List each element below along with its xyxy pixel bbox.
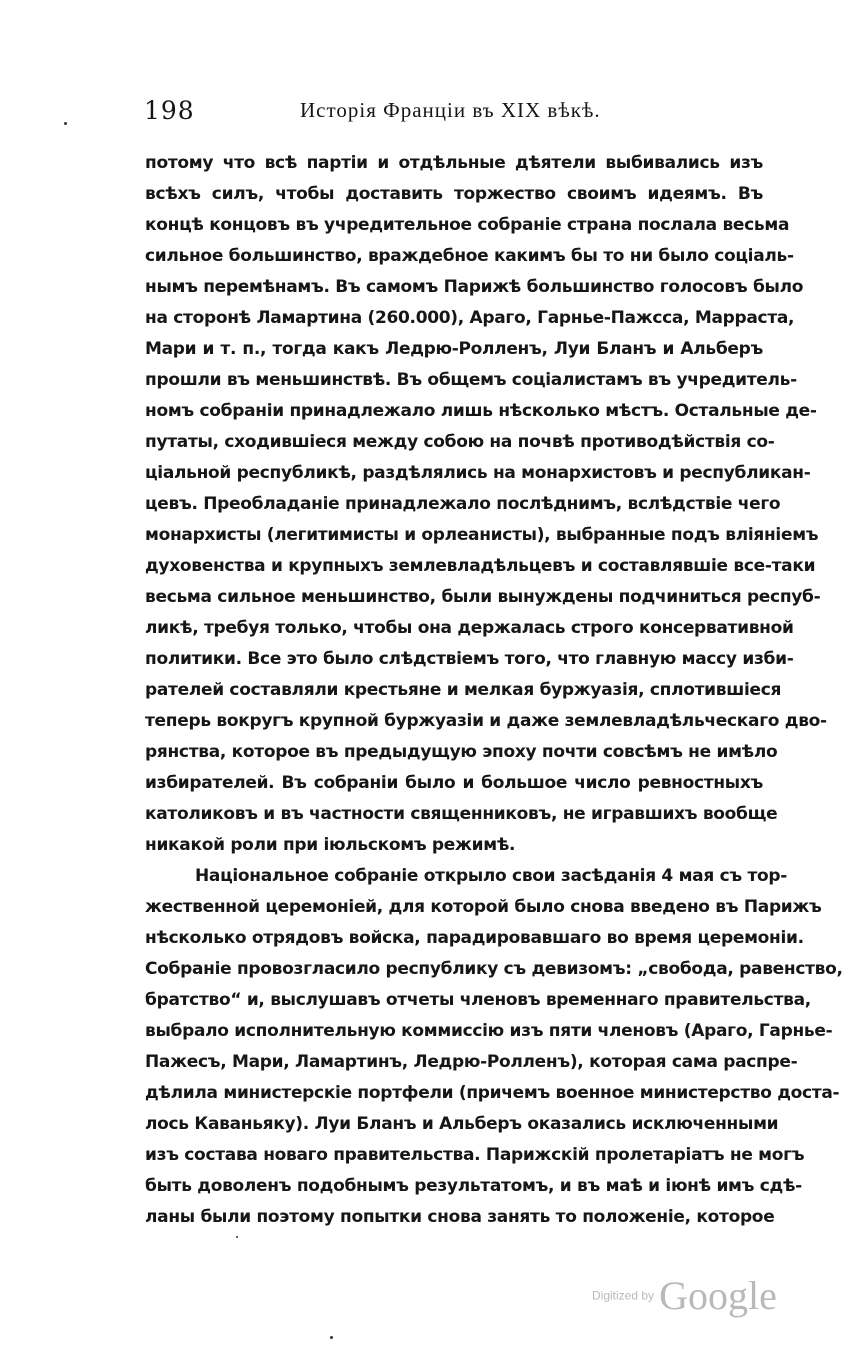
text-line: политики. Все это было слѣдствіемъ того, что главную массу изби- xyxy=(145,649,794,669)
text-line: духовенства и крупныхъ землевладѣльцевъ и составлявшіе все-таки xyxy=(145,556,816,576)
text-line: Пажесъ, Мари, Ламартинъ, Ледрю-Ролленъ), которая сама распре- xyxy=(145,1052,798,1072)
text-line: прошли въ меньшинствѣ. Въ общемъ соціалистамъ въ учредитель- xyxy=(145,370,797,390)
text-line: теперь вокругъ крупной буржуазіи и даже землевладѣльческаго дво- xyxy=(145,711,827,731)
text-line: на сторонѣ Ламартина (260.000), Араго, Гарнье-Пажсса, Марраста, xyxy=(145,308,795,328)
scan-speck xyxy=(64,122,67,125)
page-number: 198 xyxy=(144,96,195,125)
text-line: сильное большинство, враждебное какимъ бы то ни было соціаль- xyxy=(145,246,794,266)
watermark-caption: Digitized by xyxy=(592,1288,655,1303)
text-line: Мари и т. п., тогда какъ Ледрю-Ролленъ, Луи Бланъ и Альберъ xyxy=(145,339,763,359)
text-line: ликѣ, требуя только, чтобы она держалась строго консервативной xyxy=(145,618,794,638)
text-line: потому что всѣ партіи и отдѣльные дѣятели выбивались изъ xyxy=(145,153,763,173)
scan-speck xyxy=(236,1236,238,1238)
digitized-by-google-watermark xyxy=(592,1272,777,1319)
text-line: всѣхъ силъ, чтобы доставить торжество своимъ идеямъ. Въ xyxy=(145,184,763,204)
text-line: нымъ перемѣнамъ. Въ самомъ Парижѣ большинство голосовъ было xyxy=(145,277,804,297)
text-line: весьма сильное меньшинство, были вынуждены подчиниться респуб- xyxy=(145,587,821,607)
text-line: рателей составляли крестьяне и мелкая буржуазія, сплотившіеся xyxy=(145,680,782,700)
text-line: братство“ и, выслушавъ отчеты членовъ временнаго правительства, xyxy=(145,990,811,1010)
text-line: путаты, сходившіеся между собою на почвѣ противодѣйствія со- xyxy=(145,432,775,452)
running-head: Исторія Франціи въ XIX вѣкѣ. xyxy=(300,98,601,122)
text-line: номъ собраніи принадлежало лишь нѣсколько мѣстъ. Остальные де- xyxy=(145,401,817,421)
text-line: дѣлила министерскіе портфели (причемъ военное министерство доста- xyxy=(145,1083,840,1103)
text-line: католиковъ и въ частности священниковъ, не игравшихъ вообще xyxy=(145,804,778,824)
text-line: рянства, которое въ предыдущую эпоху почти совсѣмъ не имѣло xyxy=(145,742,778,762)
text-line: быть доволенъ подобнымъ результатомъ, и въ маѣ и іюнѣ имъ сдѣ- xyxy=(145,1176,802,1196)
body-text xyxy=(145,148,843,1233)
text-line: изъ состава новаго правительства. Парижскій пролетаріатъ не могъ xyxy=(145,1145,805,1165)
text-line: ціальной республикѣ, раздѣлялись на монархистовъ и республикан- xyxy=(145,463,811,483)
paragraph xyxy=(145,861,843,1233)
text-line: Собраніе провозгласило республику съ девизомъ: „свобода, равенство, xyxy=(145,959,843,979)
google-logo: Google xyxy=(659,1273,777,1318)
text-line: лось Каваньяку). Луи Бланъ и Альберъ оказались исключенными xyxy=(145,1114,779,1134)
text-line: никакой роли при іюльскомъ режимѣ. xyxy=(145,835,516,855)
text-line: Національное собраніе открыло свои засѣданія 4 мая съ тор- xyxy=(195,866,788,886)
text-line: ланы были поэтому попытки снова занять то положеніе, которое xyxy=(145,1207,775,1227)
paragraph xyxy=(145,148,827,861)
text-line: монархисты (легитимисты и орлеанисты), выбранные подъ вліяніемъ xyxy=(145,525,819,545)
text-line: жественной церемоніей, для которой было снова введено въ Парижъ xyxy=(145,897,822,917)
text-line: нѣсколько отрядовъ войска, парадировавшаго во время церемоніи. xyxy=(145,928,804,948)
text-line: избирателей. Въ собраніи было и большое число ревностныхъ xyxy=(145,773,763,793)
text-line: выбрало исполнительную коммиссію изъ пяти членовъ (Араго, Гарнье- xyxy=(145,1021,833,1041)
text-line: цевъ. Преобладаніе принадлежало послѣднимъ, вслѣдствіе чего xyxy=(145,494,781,514)
scan-speck xyxy=(330,1336,333,1339)
text-line: концѣ концовъ въ учредительное собраніе страна послала весьма xyxy=(145,215,790,235)
